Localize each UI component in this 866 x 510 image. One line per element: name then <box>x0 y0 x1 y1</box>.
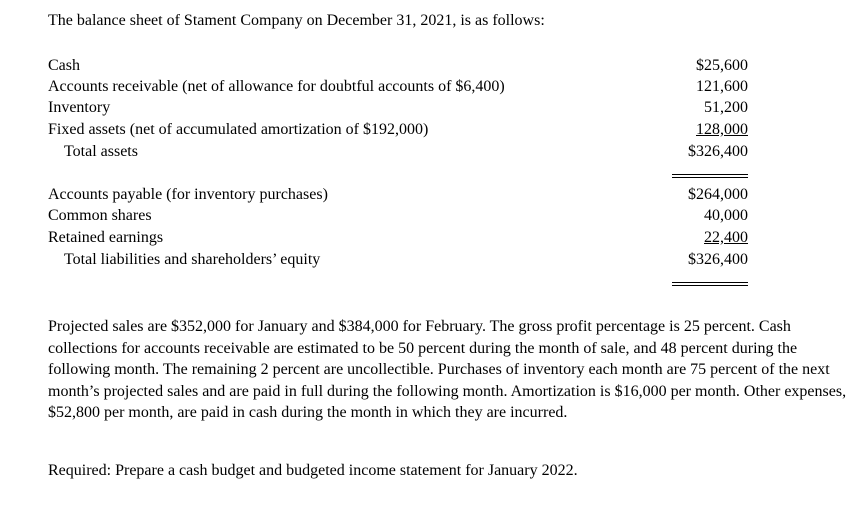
row-amount: 40,000 <box>704 207 748 224</box>
balance-row-inventory <box>48 97 748 118</box>
balance-row-retained-earnings <box>48 227 748 248</box>
row-label: Accounts receivable (net of allowance for doubtful accounts of $6,400) <box>48 78 505 95</box>
row-label: Total liabilities and shareholders’ equity <box>64 251 321 268</box>
row-label: Fixed assets (net of accumulated amortization of $192,000) <box>48 121 429 138</box>
row-label: Common shares <box>48 207 152 224</box>
row-amount: $25,600 <box>696 57 748 74</box>
balance-row-common-shares <box>48 205 748 226</box>
balance-row-fixed-assets <box>48 119 748 140</box>
row-amount: $326,400 <box>688 143 748 160</box>
row-label: Cash <box>48 57 80 74</box>
balance-row-total-assets <box>48 141 748 162</box>
row-amount: $326,400 <box>688 251 748 268</box>
row-amount: 51,200 <box>704 99 748 116</box>
balance-row-total-liabilities-equity <box>48 249 748 270</box>
row-amount: 22,400 <box>704 229 748 246</box>
row-label: Inventory <box>48 99 111 116</box>
row-amount: $264,000 <box>688 186 748 203</box>
row-label: Accounts payable (for inventory purchases) <box>48 186 328 203</box>
problem-paragraph: Projected sales are $352,000 for January and $384,000 for February. The gross profit percentage is 25 percent. Cash collections for accounts receivable are estimated to be 50 percent during the month of sale, and 48 percent during the following month. The remaining 2 percent are uncollectible. Purchases of inventory each month are 75 percent of the next month’s projected sales and are paid in full during the following month. Amortization is $16,000 per month. Other expenses, $52,800 per month, are paid in cash during the month in which they are incurred. <box>48 318 847 421</box>
row-label: Retained earnings <box>48 229 164 246</box>
balance-row-cash <box>48 55 748 76</box>
required-text: Required: Prepare a cash budget and budgeted income statement for January 2022. <box>48 462 578 479</box>
row-amount: 128,000 <box>696 121 748 138</box>
balance-row-accounts-receivable <box>48 76 748 97</box>
row-amount: 121,600 <box>696 78 748 95</box>
balance-row-accounts-payable <box>48 184 748 205</box>
intro-text: The balance sheet of Stament Company on December 31, 2021, is as follows: <box>48 12 545 29</box>
double-underline <box>672 174 748 178</box>
row-label: Total assets <box>64 143 138 160</box>
double-underline <box>672 282 748 286</box>
